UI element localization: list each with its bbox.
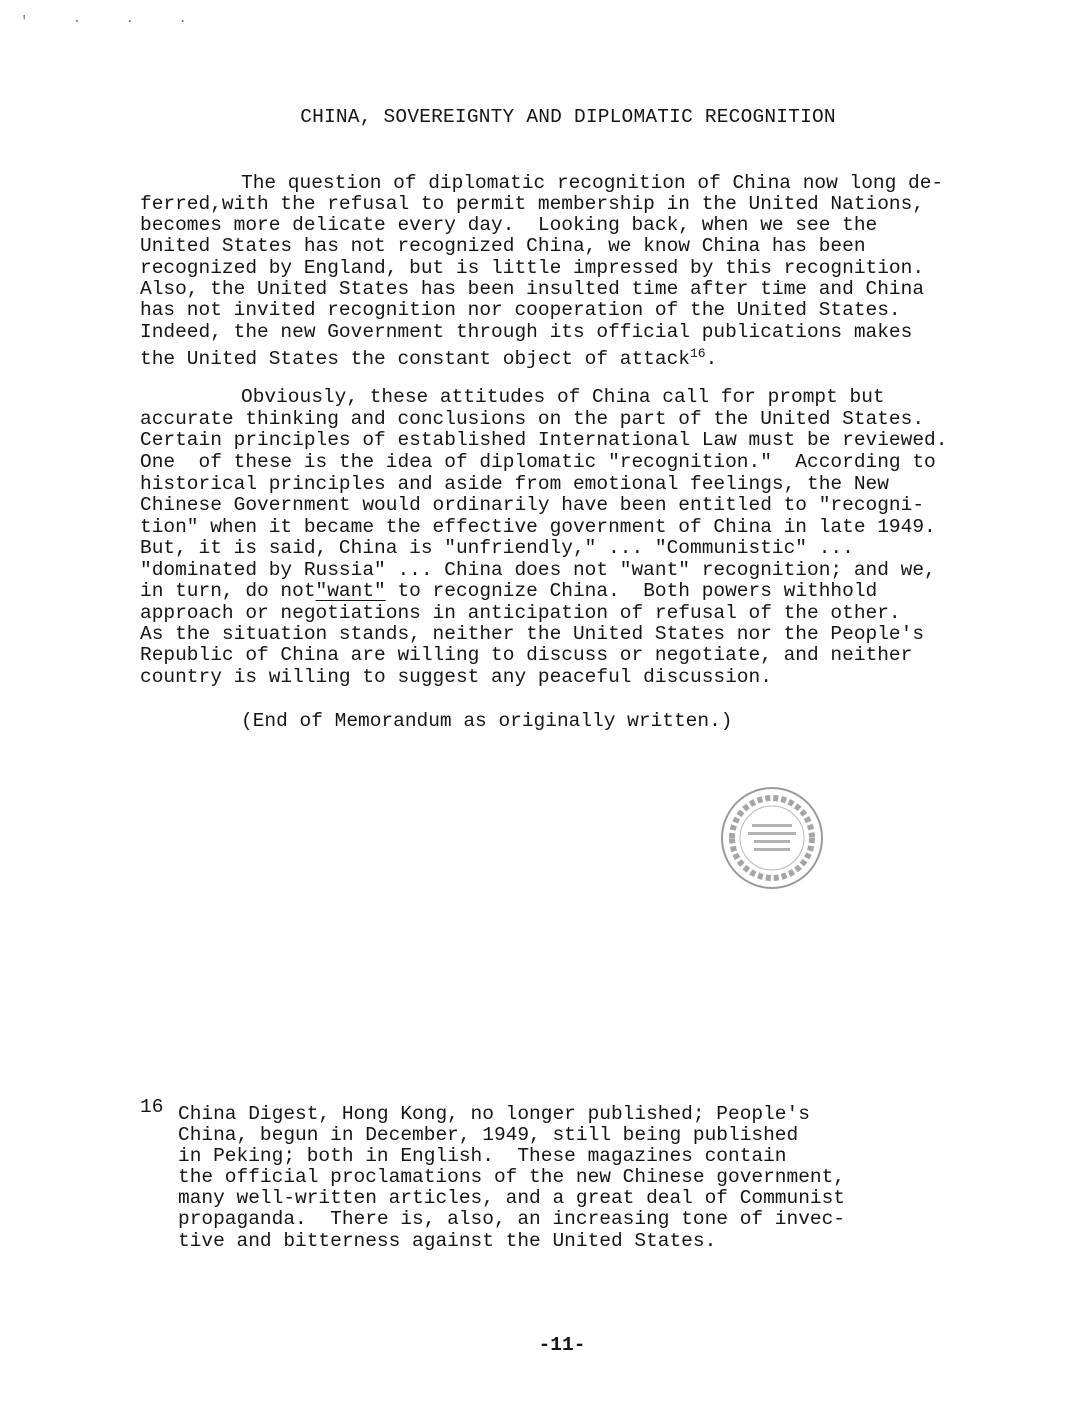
text-line: Republic of China are willing to discuss or negotiate, and neither [140, 644, 913, 666]
footnote-line: propaganda. There is, also, an increasing tone of invec- [178, 1208, 846, 1230]
footnote-line: many well-written articles, and a great deal of Communist [178, 1187, 846, 1209]
footnote-line: the official proclamations of the new Chinese government, [178, 1166, 846, 1188]
text-line: Obviously, these attitudes of China call for prompt but [241, 386, 885, 408]
text-segment: to recognize China. Both powers withhold [385, 580, 878, 602]
text-line-with-footnote [140, 343, 717, 370]
text-line: becomes more delicate every day. Looking back, when we see the [140, 214, 878, 236]
scan-marks: ' · · · [20, 14, 205, 30]
footnote-reference: 16 [690, 346, 706, 361]
text-segment: . [705, 348, 718, 370]
text-line: Certain principles of established International Law must be reviewed. [140, 429, 948, 451]
text-line: approach or negotiations in anticipation of refusal of the other. [140, 602, 901, 624]
footnote-line: in Peking; both in English. These magazines contain [178, 1145, 787, 1167]
footnote-line: China, begun in December, 1949, still being published [178, 1124, 799, 1146]
page-title: CHINA, SOVEREIGNTY AND DIPLOMATIC RECOGNITION [300, 106, 836, 128]
text-line: historical principles and aside from emotional feelings, the New [140, 473, 889, 495]
text-line: Indeed, the new Government through its official publications makes [140, 321, 913, 343]
text-line: Also, the United States has been insulted time after time and China [140, 278, 925, 300]
page-number: -11- [538, 1334, 586, 1356]
underlined-word: "want" [315, 580, 386, 602]
text-line-with-underline [140, 581, 877, 602]
archive-stamp [718, 784, 826, 892]
text-line: recognized by England, but is little impressed by this recognition. [140, 257, 925, 279]
end-of-memorandum-note: (End of Memorandum as originally written.) [241, 710, 733, 732]
text-line: country is willing to suggest any peaceful discussion. [140, 666, 772, 688]
text-line: tion" when it became the effective government of China in late 1949. [140, 516, 936, 538]
text-line: One of these is the idea of diplomatic "recognition." According to [140, 451, 936, 473]
text-line: has not invited recognition nor cooperation of the United States. [140, 299, 901, 321]
footnote-line: China Digest, Hong Kong, no longer published; People's [178, 1103, 810, 1125]
text-line: As the situation stands, neither the United States nor the People's [140, 623, 925, 645]
text-line: Chinese Government would ordinarily have been entitled to "recogni- [140, 494, 925, 516]
footnote-line: tive and bitterness against the United States. [178, 1230, 717, 1252]
text-line: ferred,with the refusal to permit membership in the United Nations, [140, 193, 925, 215]
text-line: accurate thinking and conclusions on the part of the United States. [140, 408, 925, 430]
footnote-number: 16 [140, 1096, 164, 1118]
text-segment: the United States the constant object of attack [140, 348, 690, 370]
text-line: The question of diplomatic recognition of China now long de- [241, 172, 944, 194]
text-line: "dominated by Russia" ... China does not "want" recognition; and we, [140, 559, 936, 581]
text-line: But, it is said, China is "unfriendly," ... "Communistic" ... [140, 537, 854, 559]
text-segment: in turn, do not [140, 580, 316, 602]
text-line: United States has not recognized China, we know China has been [140, 235, 866, 257]
